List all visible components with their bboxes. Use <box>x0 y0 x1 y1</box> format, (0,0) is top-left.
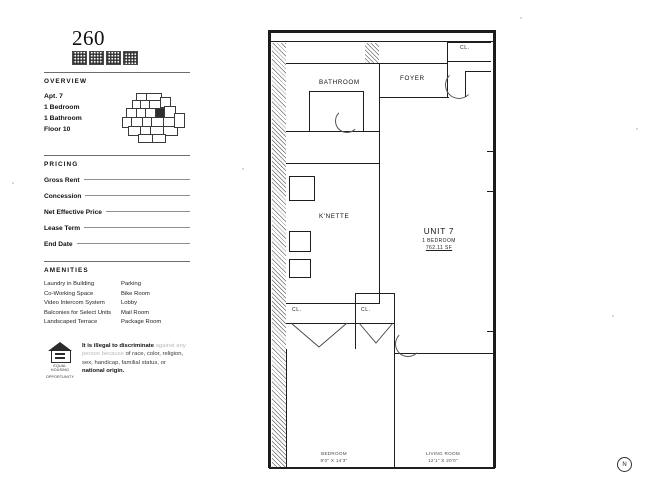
equal-housing-badge <box>44 342 76 380</box>
listing-info-sheet <box>44 28 190 468</box>
amenities-list <box>44 280 190 328</box>
door-swing-entry <box>445 71 473 99</box>
wall-bedroom-left <box>286 349 287 467</box>
unit-label-block <box>397 227 481 251</box>
hatched-column <box>365 43 379 63</box>
logo-number: 260 <box>72 26 105 50</box>
list-item: Lobby <box>121 300 138 306</box>
wall-kitchen-top <box>286 163 380 164</box>
amenities-column-left <box>44 280 113 328</box>
overview-floor: Floor 10 <box>44 126 71 133</box>
counter-edge <box>289 176 315 177</box>
closet-door-swing-left <box>291 323 347 349</box>
pricing-row <box>44 177 190 184</box>
wall-closet-mid-top <box>286 303 356 304</box>
room-label-foyer: FOYER <box>400 75 425 82</box>
legal-text-bold: national origin. <box>82 368 125 375</box>
scan-speck <box>520 17 522 19</box>
room-label-closet-top: CL. <box>460 45 470 51</box>
scan-speck <box>12 182 14 184</box>
range-front <box>289 251 311 252</box>
divider <box>44 72 190 73</box>
amenities-heading: AMENITIES <box>44 267 89 274</box>
room-label-closet-mid-right: CL. <box>361 307 371 313</box>
scan-speck <box>612 315 614 317</box>
unit-area: 762.11 SF <box>425 245 453 251</box>
counter-side <box>289 176 290 200</box>
equal-housing-line2: OPPORTUNITY <box>45 374 75 379</box>
unit-bedrooms: 1 BEDROOM <box>422 238 456 244</box>
dim-living-name: LIVING ROOM <box>426 451 460 456</box>
wall-bath-top <box>286 63 380 64</box>
pricing-label-net-effective-price: Net Effective Price <box>44 209 102 216</box>
range-top <box>289 231 311 232</box>
overview-apt: Apt. 7 <box>44 93 63 100</box>
room-label-closet-mid-left: CL. <box>292 307 302 313</box>
hatched-shaft <box>272 43 286 467</box>
wall-closet-top <box>447 42 491 43</box>
wall-bath-partition <box>309 91 310 131</box>
wall-kitchen-right <box>379 163 380 303</box>
overview-bathrooms: 1 Bathroom <box>44 115 82 122</box>
fridge-side-2 <box>310 259 311 277</box>
list-item: Video Intercom System <box>44 300 105 306</box>
list-item: Package Room <box>121 319 162 325</box>
pricing-value-gross-rent <box>84 179 190 180</box>
window-tick <box>487 191 493 192</box>
logo-glyph-icon <box>89 51 104 65</box>
amenities-column-right <box>121 280 190 328</box>
divider <box>44 261 190 262</box>
wall-bath-tub-edge <box>309 91 364 92</box>
wall-closet-mid2-top <box>355 293 395 294</box>
floor-key-diagram <box>118 93 190 145</box>
wall-bath-tub-side <box>363 91 364 131</box>
wall-foyer-top <box>379 63 447 64</box>
sink-cabinet <box>314 176 315 200</box>
pricing-row <box>44 209 190 216</box>
room-label-bathroom: BATHROOM <box>319 79 360 86</box>
room-label-kitchenette: K'NETTE <box>319 213 350 220</box>
range-side-2 <box>310 231 311 251</box>
pricing-rows <box>44 177 190 248</box>
equal-housing-icon <box>48 342 72 362</box>
pricing-row <box>44 193 190 200</box>
wall-bath-right <box>379 63 380 163</box>
legal-text-mid: of race, color, religion, sex, handicap, familial status, or <box>82 351 184 366</box>
wall-bedroom-right <box>394 353 395 467</box>
legal-text-faded: against any person because <box>82 342 186 358</box>
list-item: Landscaped Terrace <box>44 319 98 325</box>
fair-housing-text <box>82 342 190 376</box>
list-item: Balconies for Select Units <box>44 309 112 316</box>
door-leaf-entry <box>465 71 466 97</box>
compass-icon: N <box>617 457 632 472</box>
logo-glyph-row <box>72 51 190 65</box>
list-item: Co-Working Space <box>44 290 94 297</box>
fridge-front <box>289 277 311 278</box>
equal-housing-line1: EQUAL HOUSING <box>50 363 70 373</box>
wall-exterior-top <box>269 31 495 33</box>
wall-exterior-bottom <box>269 467 495 469</box>
list-item: Laundry in Building <box>44 281 95 287</box>
logo-glyph-icon <box>106 51 121 65</box>
pricing-label-end-date: End Date <box>44 241 73 248</box>
pricing-value-net-effective-price <box>106 211 190 212</box>
floor-plan-drawing <box>268 30 496 468</box>
window-tick <box>487 151 493 152</box>
range-side <box>289 231 290 251</box>
overview-bedrooms: 1 Bedroom <box>44 104 80 111</box>
scan-speck <box>636 128 638 130</box>
pricing-row <box>44 241 190 248</box>
door-swing-bathroom <box>335 109 359 133</box>
list-item: Mail Room <box>121 309 150 316</box>
wall-closet-mid-divider <box>355 293 356 349</box>
dim-bedroom-size: 9'0" X 14'3" <box>320 458 348 463</box>
wall-entry-door-head <box>465 71 491 72</box>
fridge-top <box>289 259 311 260</box>
wall-exterior-right <box>493 31 495 469</box>
wall-closet-bottom <box>447 61 491 62</box>
fridge-side <box>289 259 290 277</box>
window-tick <box>487 331 493 332</box>
list-item: Bike Room <box>121 290 150 297</box>
unit-title: UNIT 7 <box>423 227 455 236</box>
wall-foyer-bottom <box>379 97 449 98</box>
wall-exterior-left <box>269 31 271 469</box>
pricing-heading: PRICING <box>44 161 79 168</box>
list-item: Parking <box>121 281 141 287</box>
pricing-row <box>44 225 190 232</box>
wall-bath-bottom <box>286 131 380 132</box>
scan-speck <box>242 168 244 170</box>
dim-living-size: 12'1" X 20'0" <box>428 458 458 463</box>
logo-glyph-icon <box>72 51 87 65</box>
pricing-label-lease-term: Lease Term <box>44 225 81 232</box>
door-swing-bedroom <box>395 331 421 357</box>
counter-front <box>289 200 315 201</box>
fair-housing-notice <box>44 342 190 380</box>
pricing-value-lease-term <box>84 227 190 228</box>
pricing-value-end-date <box>77 243 190 244</box>
pricing-label-concession: Concession <box>44 193 82 200</box>
pricing-label-gross-rent: Gross Rent <box>44 177 80 184</box>
closet-door-swing-right <box>359 323 393 345</box>
pricing-value-concession <box>85 195 190 196</box>
overview-heading: OVERVIEW <box>44 78 88 85</box>
divider <box>44 155 190 156</box>
brand-logo <box>44 28 190 65</box>
overview-section <box>44 91 190 145</box>
legal-text-lead: It is illegal to discriminate <box>82 342 156 349</box>
logo-glyph-icon <box>123 51 138 65</box>
dim-bedroom-name: BEDROOM <box>321 451 347 456</box>
